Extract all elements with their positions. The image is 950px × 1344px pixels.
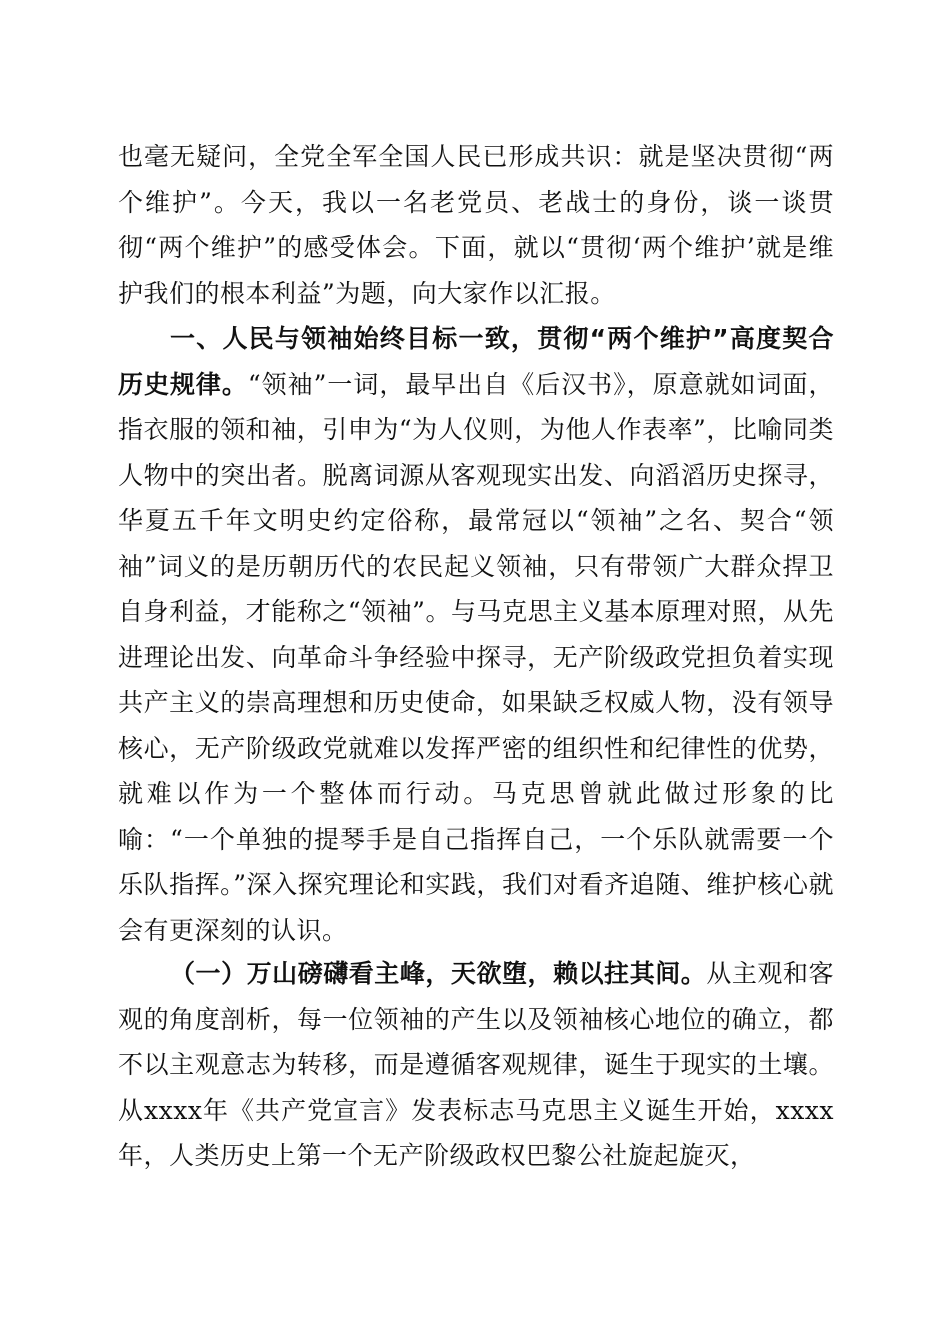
- paragraph-text: 也毫无疑问，全党全军全国人民已形成共识：就是坚决贯彻“两个维护”。今天，我以一名老党员、老战士的身份，谈一谈贯彻“两个维护”的感受体会。下面，就以“贯彻‘两个维护’就是维护我们的根本利益”为题，向大家作以汇报。: [118, 142, 834, 308]
- paragraph-container: [118, 951, 834, 1179]
- paragraph-text: “领袖”一词，最早出自《后汉书》，原意就如词面，指衣服的领和袖，引申为“为人仪则，为他人作表率”，比喻同类人物中的突出者。脱离词源从客观现实出发、向滔滔历史探寻，华夏五千年文明史约定俗称，最常冠以“领袖”之名、契合“领袖”词义的是历朝历代的农民起义领袖，只有带领广大群众捍卫自身利益，才能称之“领袖”。与马克思主义基本原理对照，从先进理论出发、向革命斗争经验中探寻，无产阶级政党担负着实现共产主义的崇高理想和历史使命，如果缺乏权威人物，没有领导核心，无产阶级政党就难以发挥严密的组织性和纪律性的优势，就难以作为一个整体而行动。马克思曾就此做过形象的比喻：“一个单独的提琴手是自己指挥自己，一个乐队就需要一个乐队指挥。”深入探究理论和实践，我们对看齐追随、维护核心就会有更深刻的认识。: [118, 369, 834, 945]
- section-heading: 一、人民与领袖始终目标一致，贯彻“两个维护”高度契合历史规律。: [118, 324, 834, 399]
- document-body-paragraph-1: [118, 134, 834, 316]
- paragraph-container: [118, 316, 834, 953]
- subsection-heading: （一）万山磅礴看主峰，天欲堕，赖以拄其间。: [170, 959, 707, 988]
- document-body-paragraph-3: [118, 951, 834, 1179]
- paragraph-text: 从主观和客观的角度剖析，每一位领袖的产生以及领袖核心地位的确立，都不以主观意志为转移，而是遵循客观规律，诞生于现实的土壤。从xxxx年《共产党宣言》发表标志马克思主义诞生开始，xxxx年，人类历史上第一个无产阶级政权巴黎公社旋起旋灭，: [118, 959, 834, 1170]
- document-body-paragraph-2: [118, 316, 834, 953]
